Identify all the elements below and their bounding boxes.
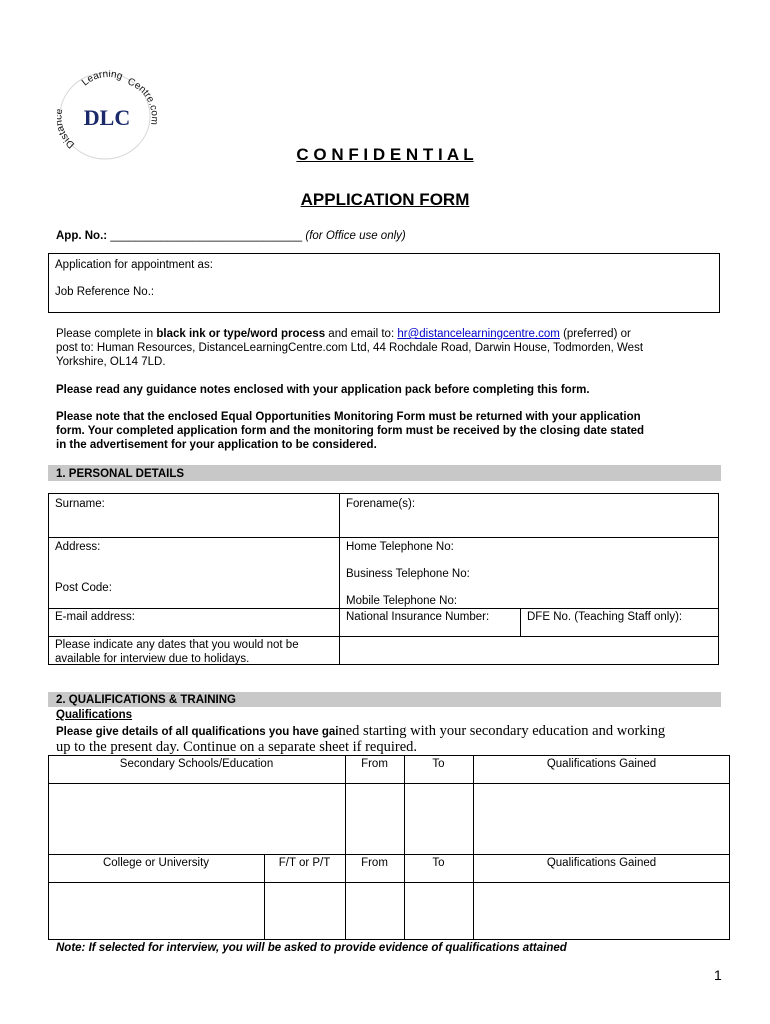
instructions-paragraph-3 <box>56 410 644 452</box>
header-secondary-schools: Secondary Schools/Education <box>119 758 274 770</box>
page-number: 1 <box>714 967 722 983</box>
job-reference-label: Job Reference No.: <box>55 286 155 298</box>
holidays-line: Please indicate any dates that you would not be <box>55 639 299 651</box>
qualifications-intro <box>56 722 746 755</box>
col-divider <box>404 755 405 940</box>
instr-p3-line: in the advertisement for your application to be considered. <box>56 439 377 451</box>
row-divider <box>48 608 340 609</box>
instructions-paragraph-1 <box>56 327 736 369</box>
header-from: From <box>361 857 388 869</box>
ni-number-label: National Insurance Number: <box>346 611 490 623</box>
instr-text: Please complete in <box>56 328 157 340</box>
confidential-heading: C O N F I D E N T I A L <box>296 145 474 164</box>
mobile-tel-label: Mobile Telephone No: <box>346 595 458 607</box>
app-no-note: (for Office use only) <box>305 230 406 242</box>
address-label: Address: <box>55 541 101 553</box>
section1-heading: 1. PERSONAL DETAILS <box>56 468 185 480</box>
header-college: College or University <box>102 857 210 869</box>
row-divider <box>48 636 719 637</box>
instr-line-2: post to: Human Resources, DistanceLearningCentre.com Ltd, 44 Rochdale Road, Darwin House, Todmorden, West <box>56 342 644 354</box>
dfe-number-label: DFE No. (Teaching Staff only): <box>527 611 683 623</box>
postcode-label: Post Code: <box>55 582 112 594</box>
email-label: E-mail address: <box>55 611 135 623</box>
col-divider <box>520 608 521 636</box>
appointment-label: Application for appointment as: <box>55 259 213 271</box>
col-divider <box>345 755 346 940</box>
logo-text-right: Centre. <box>125 76 157 107</box>
section2-heading: 2. QUALIFICATIONS & TRAINING <box>56 694 236 706</box>
email-link[interactable]: hr@distancelearningcentre.com <box>397 328 560 340</box>
header-qualifications-gained: Qualifications Gained <box>546 758 657 770</box>
logo-text-left: Dist <box>57 129 77 151</box>
header-ft-pt: F/T or P/T <box>278 857 331 869</box>
row-divider <box>48 854 730 855</box>
home-tel-label: Home Telephone No: <box>346 541 454 553</box>
surname-label: Surname: <box>55 498 105 510</box>
header-qualifications-gained: Qualifications Gained <box>546 857 657 869</box>
intro-bold: Please give details of all qualifications you have gai <box>56 726 339 738</box>
app-no-blank[interactable]: ______________________________ <box>110 230 303 242</box>
business-tel-label: Business Telephone No: <box>346 568 470 580</box>
instr-text: and email to: <box>325 328 398 340</box>
intro-line-2: up to the present day. Continue on a separate sheet if required. <box>56 739 418 755</box>
logo-text-top: Learning <box>79 70 124 89</box>
row-divider <box>340 608 719 609</box>
header-to: To <box>432 857 445 869</box>
instr-bold: black ink or type/word process <box>156 328 326 340</box>
col-divider <box>473 755 474 940</box>
instr-line-3: Yorkshire, OL14 7LD. <box>56 356 166 368</box>
app-no-label: App. No.: <box>56 230 108 242</box>
instructions-paragraph-2: Please read any guidance notes enclosed with your application pack before completing this form. <box>56 384 590 396</box>
evidence-note: Note: If selected for interview, you will be asked to provide evidence of qualifications attained <box>56 942 567 954</box>
header-from: From <box>361 758 388 770</box>
row-divider <box>48 882 730 883</box>
holidays-line: available for interview due to holidays. <box>55 653 250 665</box>
app-no-line <box>56 229 406 243</box>
header-to: To <box>432 758 445 770</box>
holidays-label <box>55 638 299 666</box>
row-divider <box>48 783 730 784</box>
intro-serif: ned starting with your secondary education and working <box>338 723 666 739</box>
instr-text: (preferred) or <box>559 328 631 340</box>
forenames-label: Forename(s): <box>346 498 416 510</box>
instr-p3-line: form. Your completed application form and the monitoring form must be received by the closing date stated <box>56 425 645 437</box>
col-divider <box>339 493 340 665</box>
qualifications-subheading: Qualifications <box>56 709 133 721</box>
page-title: APPLICATION FORM <box>300 190 470 209</box>
row-divider <box>48 537 719 538</box>
logo-monogram: DLC <box>83 105 131 130</box>
instr-p3-line: Please note that the enclosed Equal Opportunities Monitoring Form must be returned with your application <box>56 411 641 423</box>
